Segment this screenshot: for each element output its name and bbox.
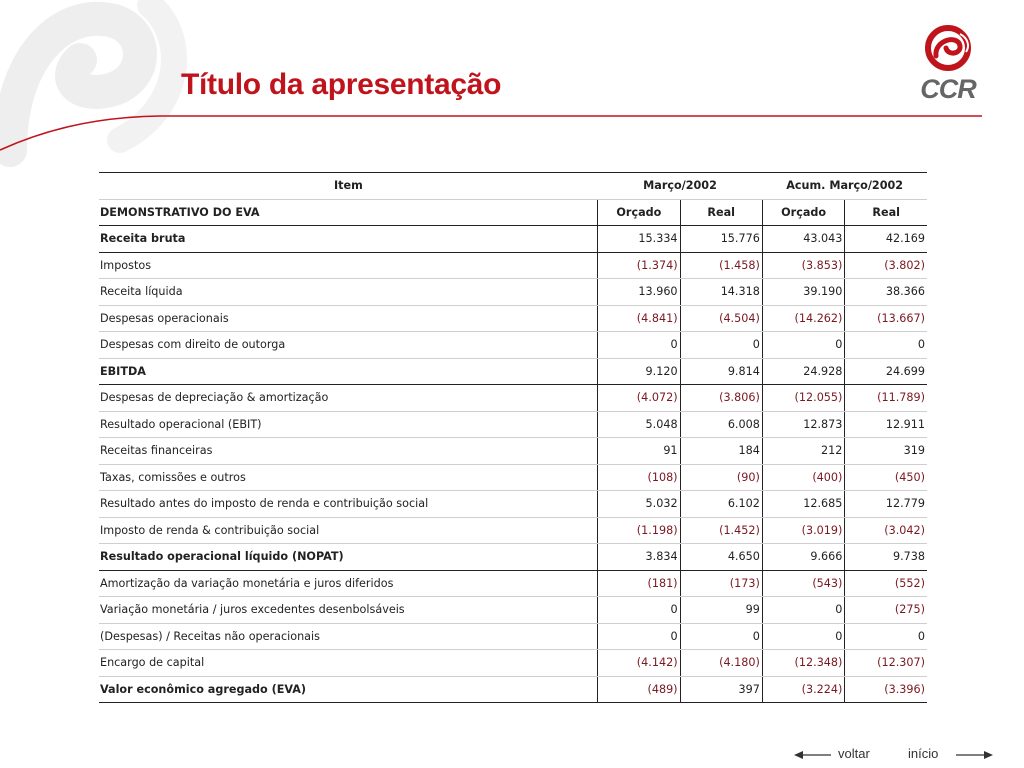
row-value: 0	[680, 623, 762, 650]
row-label: Resultado operacional líquido (NOPAT)	[99, 544, 598, 571]
row-value: (108)	[598, 464, 680, 491]
row-value: (4.180)	[680, 650, 762, 677]
home-link[interactable]: início	[908, 746, 939, 761]
row-value: (3.396)	[845, 676, 927, 703]
row-value: 9.666	[762, 544, 845, 571]
row-value: (4.072)	[598, 385, 680, 412]
ccr-logo	[912, 22, 984, 104]
row-label: Amortização da variação monetária e juros diferidos	[99, 570, 598, 597]
row-value: (14.262)	[762, 305, 845, 332]
row-value: 13.960	[598, 279, 680, 306]
row-value: (543)	[762, 570, 845, 597]
row-value: 0	[598, 623, 680, 650]
row-label: EBITDA	[99, 358, 598, 385]
row-value: (1.198)	[598, 517, 680, 544]
row-value: 0	[680, 332, 762, 359]
row-value: (1.452)	[680, 517, 762, 544]
row-value: (4.504)	[680, 305, 762, 332]
row-value: (173)	[680, 570, 762, 597]
row-value: (11.789)	[845, 385, 927, 412]
table-row	[99, 358, 927, 385]
row-value: 212	[762, 438, 845, 465]
row-value: 91	[598, 438, 680, 465]
arrow-right-icon[interactable]	[954, 748, 994, 762]
table-row	[99, 544, 927, 571]
row-value: (1.374)	[598, 252, 680, 279]
row-label: Resultado operacional (EBIT)	[99, 411, 598, 438]
row-value: (3.042)	[845, 517, 927, 544]
row-value: (12.348)	[762, 650, 845, 677]
row-value: 0	[762, 623, 845, 650]
table-row	[99, 438, 927, 465]
row-value: 184	[680, 438, 762, 465]
row-value: (4.841)	[598, 305, 680, 332]
row-value: 43.043	[762, 226, 845, 253]
row-value: 15.334	[598, 226, 680, 253]
table-row	[99, 597, 927, 624]
row-value: (400)	[762, 464, 845, 491]
subheader-label: DEMONSTRATIVO DO EVA	[99, 199, 598, 226]
back-link[interactable]: voltar	[838, 746, 870, 761]
table-row	[99, 226, 927, 253]
row-value: 0	[598, 332, 680, 359]
row-label: (Despesas) / Receitas não operacionais	[99, 623, 598, 650]
row-value: (12.055)	[762, 385, 845, 412]
table-subheader-row	[99, 199, 927, 226]
row-value: 0	[845, 332, 927, 359]
header-divider	[0, 112, 990, 162]
row-value: (3.853)	[762, 252, 845, 279]
page-title: Título da apresentação	[181, 68, 502, 101]
row-label: Taxas, comissões e outros	[99, 464, 598, 491]
subheader-col: Orçado	[598, 199, 680, 226]
row-value: 12.873	[762, 411, 845, 438]
row-label: Despesas com direito de outorga	[99, 332, 598, 359]
row-value: (12.307)	[845, 650, 927, 677]
table-row	[99, 464, 927, 491]
row-value: (13.667)	[845, 305, 927, 332]
row-value: 9.814	[680, 358, 762, 385]
table-row	[99, 279, 927, 306]
table-row	[99, 252, 927, 279]
row-value: (3.806)	[680, 385, 762, 412]
row-value: 5.048	[598, 411, 680, 438]
row-value: (3.019)	[762, 517, 845, 544]
row-value: (3.802)	[845, 252, 927, 279]
row-value: 9.120	[598, 358, 680, 385]
ccr-logo-swirl-icon	[912, 22, 984, 74]
row-value: 12.685	[762, 491, 845, 518]
row-label: Receita bruta	[99, 226, 598, 253]
row-value: 4.650	[680, 544, 762, 571]
table-row	[99, 491, 927, 518]
row-value: (4.142)	[598, 650, 680, 677]
row-label: Encargo de capital	[99, 650, 598, 677]
table-row	[99, 623, 927, 650]
table-header-row	[99, 173, 927, 200]
header-group-month: Março/2002	[598, 173, 763, 200]
row-value: (275)	[845, 597, 927, 624]
table-row	[99, 676, 927, 703]
row-label: Valor econômico agregado (EVA)	[99, 676, 598, 703]
row-value: 24.699	[845, 358, 927, 385]
table-row	[99, 570, 927, 597]
row-value: 6.008	[680, 411, 762, 438]
row-value: 5.032	[598, 491, 680, 518]
row-value: 38.366	[845, 279, 927, 306]
row-label: Despesas operacionais	[99, 305, 598, 332]
row-value: 3.834	[598, 544, 680, 571]
header-group-accum: Acum. Março/2002	[762, 173, 927, 200]
row-label: Despesas de depreciação & amortização	[99, 385, 598, 412]
row-value: (1.458)	[680, 252, 762, 279]
row-value: 0	[598, 597, 680, 624]
row-value: 397	[680, 676, 762, 703]
row-value: 0	[845, 623, 927, 650]
row-value: 99	[680, 597, 762, 624]
row-value: (3.224)	[762, 676, 845, 703]
row-label: Impostos	[99, 252, 598, 279]
table-body	[99, 226, 927, 703]
watermark-swirl-icon	[0, 0, 200, 200]
row-value: 0	[762, 332, 845, 359]
arrow-left-icon[interactable]	[793, 748, 833, 762]
subheader-col: Real	[845, 199, 927, 226]
row-value: 12.911	[845, 411, 927, 438]
row-value: 15.776	[680, 226, 762, 253]
row-value: 14.318	[680, 279, 762, 306]
row-value: 42.169	[845, 226, 927, 253]
subheader-col: Orçado	[762, 199, 845, 226]
row-value: (181)	[598, 570, 680, 597]
row-label: Imposto de renda & contribuição social	[99, 517, 598, 544]
row-value: 319	[845, 438, 927, 465]
row-value: 12.779	[845, 491, 927, 518]
row-value: 6.102	[680, 491, 762, 518]
subheader-col: Real	[680, 199, 762, 226]
row-value: 0	[762, 597, 845, 624]
row-value: 39.190	[762, 279, 845, 306]
row-value: (450)	[845, 464, 927, 491]
table-row	[99, 385, 927, 412]
header-item: Item	[99, 173, 598, 200]
logo-text: CCR	[920, 74, 976, 104]
row-value: 9.738	[845, 544, 927, 571]
row-label: Resultado antes do imposto de renda e contribuição social	[99, 491, 598, 518]
row-label: Receitas financeiras	[99, 438, 598, 465]
row-value: (552)	[845, 570, 927, 597]
row-value: (489)	[598, 676, 680, 703]
table-row	[99, 305, 927, 332]
row-value: 24.928	[762, 358, 845, 385]
row-value: (90)	[680, 464, 762, 491]
table-row	[99, 517, 927, 544]
eva-table	[99, 172, 927, 703]
table-row	[99, 411, 927, 438]
table-row	[99, 332, 927, 359]
table-row	[99, 650, 927, 677]
row-label: Receita líquida	[99, 279, 598, 306]
row-label: Variação monetária / juros excedentes desenbolsáveis	[99, 597, 598, 624]
